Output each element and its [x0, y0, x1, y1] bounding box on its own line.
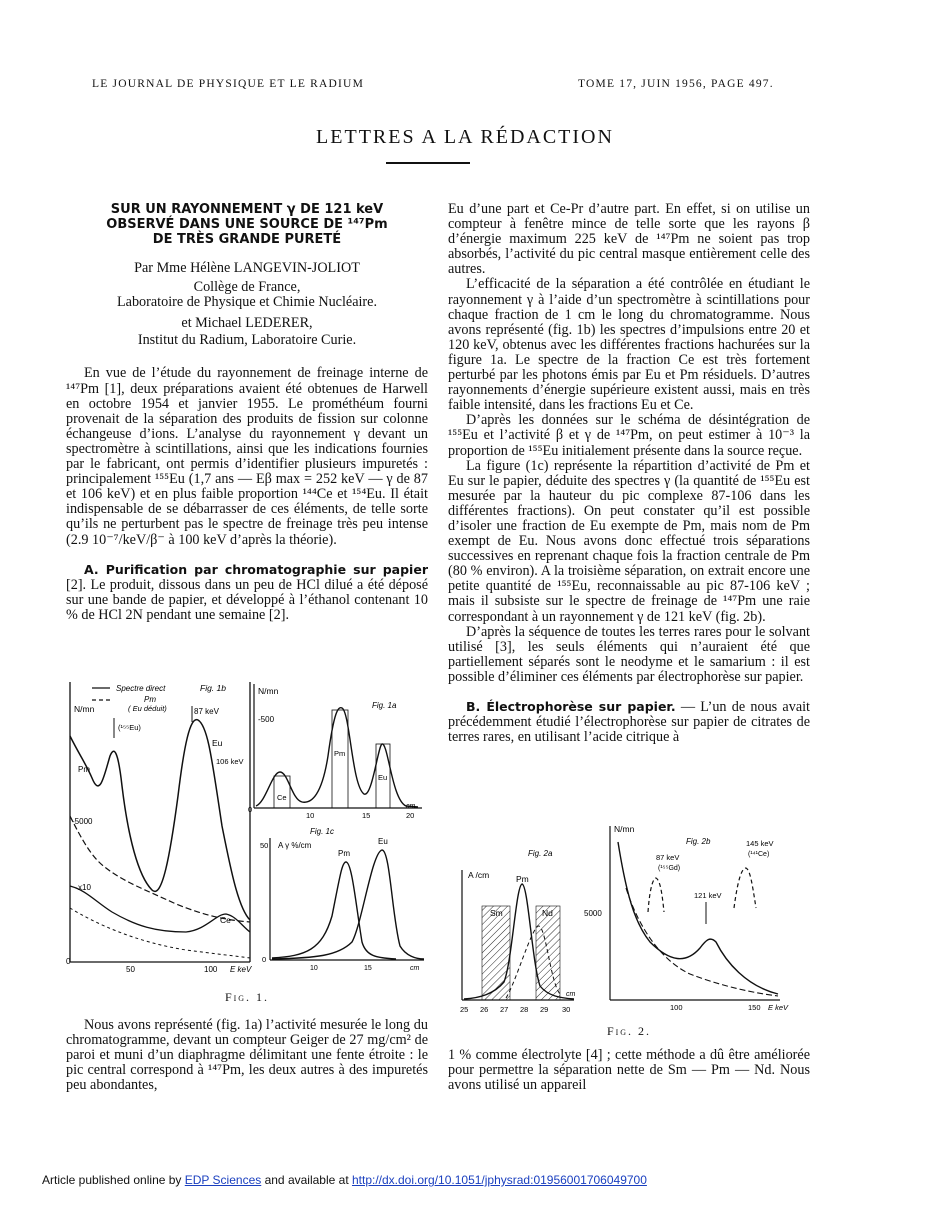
tick-label: 150 [748, 1003, 761, 1012]
paragraph [66, 366, 428, 547]
paragraph-text: Eu d’une part et Ce-Pr d’autre part. En effet, si on utilise un compteur à fenêtre mince de telle sorte que les rayons β d’énergie maximum 225 keV de ¹⁴⁷Pm ne soient pas trop absorbés, l’activité du pic central masque entièrement celle des autres. [448, 201, 810, 278]
annotation-87kev: 87 keV [656, 853, 680, 862]
issue-info: TOME 17, JUIN 1956, PAGE 497. [578, 78, 774, 90]
annotation-eu: Eu [378, 837, 388, 846]
paragraph-text: En vue de l’étude du rayonnement de freinage interne de ¹⁴⁷Pm [1], deux préparations avaient été obtenues de Harwell en octobre 1954 et janvier 1955. Le prométhéum fourni provenait de la séparation des produits de fission sur colonne échangeuse d’ions. L’analyse du rayonnement γ devant un spectromètre à scintillations, ainsi que les indications fournies par le fabricant, ont permis d’identifier plusieurs impuretés : principalement ¹⁵⁵Eu (1,7 ans — Eβ max = 252 keV — γ de 87 et 106 keV) et en plus faible proportion ¹⁴⁴Ce et ¹⁵⁴Eu. Il était indispensable de se débarrasser de ces éléments, de telle sorte qu’ils ne perturbent pas le spectre de freinage très peu intense (2.9 10⁻⁷/keV/β⁻ à 100 keV d’après la théorie). [66, 365, 428, 548]
spectrum-direct-curve [70, 720, 253, 920]
figure-1b [66, 682, 252, 974]
x-axis-label: cm [566, 991, 576, 998]
hatched-pm [332, 710, 348, 808]
figure-2 [450, 822, 810, 1018]
section-title: LETTRES A LA RÉDACTION [316, 126, 614, 148]
title-line: OBSERVÉ DANS UNE SOURCE DE ¹⁴⁷Pm [106, 217, 388, 232]
legend-label: Spectre direct [116, 684, 166, 693]
tick-label: 0 [248, 805, 253, 814]
figure-label: Fig. 1c [310, 827, 335, 836]
tick-label: 28 [520, 1005, 529, 1014]
article-title [66, 202, 428, 247]
tick-label: 0 [262, 955, 267, 964]
publication-footer [42, 1173, 647, 1187]
journal-name: LE JOURNAL DE PHYSIQUE ET LE RADIUM [92, 78, 364, 90]
byline-1: Par Mme Hélène LANGEVIN-JOLIOT [134, 260, 360, 276]
legend-label: Pm [144, 695, 156, 704]
pm-distribution-curve [272, 862, 396, 959]
x-axis-label: cm [406, 803, 416, 810]
affiliation-1b: Laboratoire de Physique et Chimie Nucléaire. [116, 294, 378, 311]
legend-label: ( Eu déduit) [128, 704, 167, 713]
footer-text: and available at [261, 1173, 352, 1187]
tick-label: -500 [258, 715, 275, 724]
annotation-ce: Ce [277, 793, 287, 802]
annotation-106kev: 106 keV [216, 757, 244, 766]
affiliation-1a: Collège de France, [193, 279, 301, 296]
annotation-ce: Ce [220, 915, 231, 925]
x-axis-label: E keV [230, 965, 252, 974]
y-axis-label: N/mn [258, 686, 279, 696]
subsection-heading: A. Purification par chromatographie sur papier [84, 561, 428, 577]
bremsstrahlung-curve [618, 842, 778, 994]
article-right-column [448, 202, 810, 745]
eu-distribution-curve [272, 850, 424, 959]
paragraph-text: D’après la séquence de toutes les terres rares pour le solvant utilisé [3], les seuls éléments qui n’auraient été que partiellement séparés sont le neodyme et le samarium : il est possible d’éliminer ces éléments par électrophorèse sur papier. [448, 623, 810, 685]
annotation-pm: Pm [78, 765, 90, 774]
tick-label: -5000 [72, 817, 93, 826]
annotation-eu: Eu [378, 773, 388, 782]
tick-label: 10 [306, 811, 315, 820]
tick-label: 27 [500, 1005, 509, 1014]
affiliation-2: Institut du Radium, Laboratoire Curie. [137, 332, 357, 349]
y-axis-label: A /cm [468, 870, 490, 880]
figure-2a [460, 849, 576, 1014]
tick-label: 100 [204, 965, 218, 974]
annotation-121kev: 121 keV [694, 891, 722, 900]
ce-curve [70, 886, 250, 932]
paragraph-text: L’efficacité de la séparation a été contrôlée en étudiant le rayonnement γ à l’aide d’un spectromètre à scintillations pour chaque fraction de 1 cm le long du chromatogramme. Nous avons représenté (fig. 1b) les spectres d’impulsions entre 20 et 120 keV, obtenus avec les différentes fractions hachurées sur la figure 1a. Le spectre de la fraction Ce est très fortement perturbé par les photons émis par Eu et Pm résiduels. D’autres rayonnements d’énergie supérieure existent aussi, mais en très faible intensité, dans les fractions Eu et Ce. [448, 276, 810, 414]
annotation-pm: Pm [338, 849, 350, 858]
figure-1a [248, 684, 422, 820]
title-line: DE TRÈS GRANDE PURETÉ [152, 232, 342, 247]
paragraph-text: Nous avons représenté (fig. 1a) l’activité mesurée le long du chromatogramme, devant un compteur Geiger de 27 mg/cm² de paroi et muni d’un diaphragme délimitant une fente étroite : le pic central correspond à ¹⁴⁷Pm, les deux autres à des impuretés peu abondantes, [66, 1017, 428, 1094]
reference: [2]. [66, 576, 87, 593]
annotation-x10: x10 [78, 883, 91, 892]
y-axis-label: N/mn [614, 824, 635, 834]
x-axis-label: E keV [768, 1003, 789, 1012]
peak-87kev [648, 878, 664, 912]
peak-145kev [734, 868, 756, 908]
subsection-heading: B. Électrophorèse sur papier. [466, 699, 676, 714]
annotation-nd: Nd [542, 908, 553, 918]
edp-sciences-link[interactable]: EDP Sciences [184, 1173, 262, 1187]
annotation-pm: Pm [334, 749, 346, 758]
tick-label: 15 [362, 811, 371, 820]
annotation-155gd: (¹⁵⁵Gd) [658, 865, 681, 872]
paragraph-text: — L’un de nous avait précédemment étudié l’électrophorèse sur papier de citrates de terres rares, en utilisant l’acide citrique à [448, 699, 810, 746]
figure-2b [584, 824, 789, 1012]
paragraph-text: D’après les données sur le schéma de désintégration de ¹⁵⁵Eu et l’activité β et γ de ¹⁴⁷Pm, on peut estimer à 10⁻³ la proportion de ¹⁵⁵Eu initialement présente dans la source reçue. [448, 412, 810, 459]
tick-label: 26 [480, 1005, 489, 1014]
tick-label: 5000 [584, 909, 602, 918]
annotation-87kev: 87 keV [194, 707, 219, 716]
title-line: SUR UN RAYONNEMENT γ DE 121 keV [110, 202, 384, 217]
paragraph [66, 1018, 428, 1093]
figure-1c [260, 827, 424, 972]
annotation-sm: Sm [490, 908, 503, 918]
figure-label: Fig. 2b [686, 837, 711, 846]
paragraph [448, 1048, 810, 1093]
paragraph-text: La figure (1c) représente la répartition d’activité de Pm et Eu sur le papier, déduite des spectres γ (la quantité de ¹⁵⁵Eu est mesurée par la hauteur du pic complexe 87-106 dans les différentes fractions). On peut constater qu’il est possible d’isoler une fraction de Eu exempte de Pm, mais nom de Pm exempt de Eu. Nous avons donc effectué trois séparations successives en reprenant chaque fois la fraction centrale de Pm (80 % environ). A la troisième séparation, on extrait encore une petite quantité de ¹⁵⁵Eu, reconnaissable au pic 87-106 keV ; mais il subsiste sur le spectre de freinage de ¹⁴⁷Pm une raie correspondant à un rayonnement γ de 121 keV (fig. 2b). [448, 457, 810, 625]
tick-label: 29 [540, 1005, 549, 1014]
tick-label: 10 [310, 965, 318, 972]
annotation-145kev: 145 keV [746, 839, 774, 848]
tick-label: 15 [364, 965, 372, 972]
figure-1-caption: Fig. 1. [224, 990, 270, 1004]
figure-2-caption: Fig. 2. [606, 1024, 652, 1038]
footer-text: Article published online by [42, 1173, 185, 1187]
tick-label: 100 [670, 1003, 683, 1012]
paragraph-text: Le produit, dissous dans un peu de HCl dilué a été déposé sur une bande de papier, et développé à l’éthanol contenant 10 % de HCl 2N pendant une semaine [2]. [66, 576, 428, 623]
tick-label: 50 [126, 965, 135, 974]
byline-2: et Michael LEDERER, [181, 315, 313, 332]
annotation-eu: Eu [212, 738, 223, 748]
y-axis-label: N/mn [74, 704, 95, 714]
figure-label: Fig. 2a [528, 849, 553, 858]
paragraph-purification [66, 562, 428, 623]
annotation-pm: Pm [516, 874, 529, 884]
tick-label: 20 [406, 811, 415, 820]
figure-label: Fig. 1b [200, 683, 226, 693]
tick-label: 50 [260, 841, 269, 850]
x-axis-label: cm [410, 965, 420, 972]
article-left-column [66, 202, 428, 623]
authors [66, 261, 428, 348]
tick-label: 30 [562, 1005, 571, 1014]
annotation-155eu: (¹⁵⁵Eu) [118, 723, 141, 732]
tick-label: 25 [460, 1005, 469, 1014]
figure-label: Fig. 1a [372, 701, 397, 710]
hatched-sm [482, 906, 510, 1000]
figure-1 [66, 676, 428, 984]
annotation-141ce: (¹⁴¹Ce) [748, 851, 770, 858]
title-rule [386, 162, 470, 164]
doi-link[interactable]: http://dx.doi.org/10.1051/jphysrad:01956001706049700 [351, 1173, 647, 1187]
paragraph-text: 1 % comme électrolyte [4] ; cette méthode a dû être améliorée pour permettre la séparation nette de Sm — Pm — Nd. Nous avons utilisé un appareil [448, 1047, 810, 1094]
tick-label: 0 [66, 957, 71, 966]
y-axis-label: A γ %/cm [278, 841, 312, 850]
